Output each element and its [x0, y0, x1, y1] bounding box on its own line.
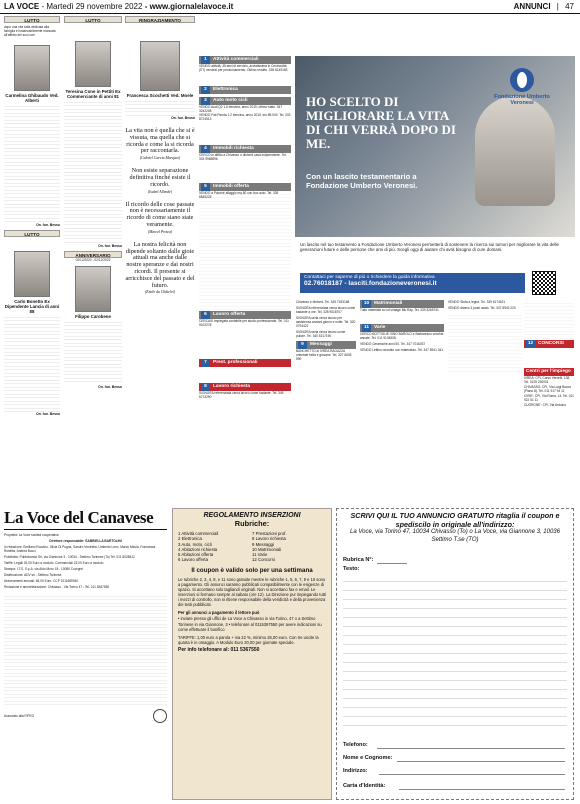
section-header: 8 Lavoro richiesta — [199, 383, 291, 391]
section-header: 9 Messaggi — [296, 341, 356, 349]
classified-item: CERCASI impiegata contabile per studio professionale. Tel. 011 9102278 — [199, 319, 289, 327]
portrait-photo — [75, 41, 111, 87]
obituary-text-block — [64, 319, 122, 385]
classified-item: VENDO a Pavone alloggio mq 80 con box auto. Tel. 339 6845225 — [199, 191, 291, 311]
obituary-name: Carmelina Ghibaudo Ved. Alberti — [5, 93, 59, 103]
masthead-line: Tariffe: Legali 25,00 Euro a modulo. Commerciali 23,00 Euro a modulo — [4, 561, 104, 565]
carta-label: Carta d'Identità: — [343, 783, 386, 789]
classified-item: SIGNORA referenziata cerca lavoro come badante. Tel. 345 6713290 — [199, 391, 284, 399]
obituary-head: RINGRAZIAMENTO — [125, 16, 195, 23]
obituary-head: LUTTO — [64, 16, 122, 23]
rules-paragraph: TARIFFE: 1,00 euro a parola + iva 22 %, minimo 25,00 euro. Con tre uscite la quarta è in omaggio. A Modulo Euro 20,00 per giornate speciale. — [178, 634, 319, 645]
classified-item: SIGNORA referenziata cerca lavoro come badante a ore. Tel. 328 9518707 — [296, 306, 356, 314]
section-header: 7 Prest. professionali — [199, 359, 291, 367]
coupon-address: La Voce, via Torino 47, 10034 Chivasso (To) o La Voce, via Giannone 3, 10036 Settimo T.se (TO) — [350, 529, 560, 543]
masthead-line: Direttore responsabile: GABRIELLA BARTOLINI — [49, 539, 122, 543]
carta-field[interactable] — [399, 789, 565, 790]
section-header: 11 Varie — [360, 324, 444, 332]
masthead-line: Distribuzione: ADV srl - Settimo Torinese — [4, 573, 62, 577]
classified-item: Tutto materiale su cd vintage Blu Ray. Tel. 339 3265741 — [360, 308, 439, 312]
section-header: 10 Matrimoniali — [360, 300, 444, 308]
section-header: 3 Auto moto cicli — [199, 97, 291, 105]
job-center: CIRIE': CPI, Via Roma, 14. Tel. 011 922 51 11 — [524, 394, 574, 402]
funeral-home-sign: On. fun. Besso — [98, 385, 122, 389]
issue-date: Martedì 29 novembre 2022 — [46, 2, 143, 11]
logo-text: Fondazione Umberto Veronesi — [494, 94, 550, 107]
coupon-form[interactable] — [336, 508, 574, 800]
masthead-fine-print — [4, 593, 167, 705]
rubrica-label: Rubrica N°: — [343, 557, 374, 563]
page-number: 47 — [565, 2, 574, 11]
indirizzo-label: Indirizzo: — [343, 768, 368, 774]
quote-text: Non esiste separazione definitiva finché esiste il ricordo. — [129, 167, 191, 188]
masthead-line: Abbonamenti annuali: 65,00 Euro. CCP 1011689940 — [4, 579, 79, 583]
obituary-name: Teresina Cone in Pettiti Ex Commerciante di anni 81 — [65, 89, 121, 99]
funeral-home-sign: On. fun. Besso — [36, 412, 60, 416]
qr-code-icon[interactable] — [532, 271, 556, 295]
section-header: 12 CONCORSI — [524, 340, 574, 348]
classifieds-mid — [296, 300, 356, 361]
job-center: IVREA: CPI, Corso Vercelli, 138. Tel. 0125 230001 — [524, 376, 571, 384]
header-left: LA VOCE - Martedì 29 novembre 2022 - www.giornalelavoce.it — [4, 2, 234, 11]
ad-phone[interactable]: 02.76018187 - lasciti.fondazioneveronesi.it — [304, 280, 437, 287]
obituary-name: Filippo Carobene — [75, 314, 111, 319]
obituary-head: LUTTO — [4, 16, 60, 23]
centri-impiego-column — [524, 300, 574, 407]
section-header: 6 Lavoro offerta — [199, 311, 291, 319]
classifieds-right — [360, 300, 444, 352]
rules-paragraph: • inviare presso gli uffici de La Voce a Chivasso in via Torino, 47 o a Settimo Torinese in via Giannone, 3 • telefonare al 0115367550 per avere indicazioni su come effettuare il bonifico — [178, 616, 322, 632]
ad-contact-box[interactable] — [300, 273, 525, 293]
rubrica-field[interactable] — [377, 563, 407, 564]
section-header: 1 Attività commerciali — [199, 56, 291, 64]
nome-field[interactable] — [397, 761, 565, 762]
funeral-home-sign: On. fun. Besso — [98, 244, 122, 248]
anniversary-head: ANNIVERSARIO — [64, 251, 122, 258]
section-header: 4 Immobili richiesta — [199, 145, 291, 153]
rules-phone: Per info telefonare al: 011 5367550 — [178, 646, 260, 653]
quote-author: (Isabel Allende) — [147, 189, 173, 194]
rules-title: REGOLAMENTO INSERZIONI — [203, 512, 301, 519]
quotes-list — [125, 128, 195, 294]
masthead-line: Redazione e amministrazione: Chivasso - Via Torino 47 - Tel. 011 5367550 — [4, 585, 110, 589]
masthead-footer: Associato alla FIPEG — [4, 714, 35, 718]
portrait-photo — [14, 45, 50, 91]
quote-author: (Gabriel Garcia Marquez) — [139, 156, 181, 161]
classified-item: VENDO Ceramiche anni 50. Tel. 347 7016037 — [360, 342, 426, 346]
section-header: 5 Immobili offerta — [199, 183, 291, 191]
quote-text: La nostra felicità non dipende soltanto dalle gioie attuali ma anche dalle nostre speranze e dai nostri ricordi. Il presente si arricchisce del passato e del futuro. — [125, 240, 195, 289]
masthead-line: In redazione: Emiliano Rozzino, Silvia Di Pugna, Sandro Ventrella, Umberto Levo, Marco Meula, Francesca Rosetta, Andrea Bucci — [4, 545, 156, 553]
coupon-validity: Il coupon è valido solo per una settimana — [191, 566, 313, 574]
ad-body: Un lascito nel tuo testamento a Fondazione Umberto Veronesi permetterà di sostenere la ricerca sui tumori per migliorare la vita delle generazioni future e delle persone che ami di più. Scegli oggi di aiutare chi avrà bisogno di cure domani. — [300, 242, 559, 253]
classified-item: VENDO attività, 45 anni di servizio, avviatissima in Centrocittà (ST) vendesi per pensionamento. Ottimo reddito. 335 8149183 — [199, 64, 288, 72]
classified-item: CERCO BOTTIGLIE VINO BAROLO e Barbaresco vecchie annate. Tel. 011 9134508 — [360, 332, 444, 340]
portrait-photo — [140, 41, 180, 91]
obituary-intro: dopo una vita tutta dedicata alla famiglia e instancabilmente mancata all'affetto dei suoi cari — [4, 25, 56, 37]
newspaper-url[interactable]: www.giornalelavoce.it — [149, 2, 234, 11]
quote-text: Il ricordo delle cose passate non è necessariamente il ricordo di come siano state veramente. — [125, 200, 195, 228]
funeral-home-sign: On. fun. Besso — [36, 223, 60, 227]
newspaper-name: LA VOCE — [4, 2, 40, 11]
ad-headline: HO SCELTO DI MIGLIORARE LA VITA DI CHI VERRÀ DOPO DI ME. — [306, 94, 456, 151]
classified-item: SIGNORA seria cerca lavoro per assistenza anziani giorno e notte. Tel. 320 0794422 — [296, 316, 356, 328]
obituary-column-2 — [64, 16, 122, 389]
portrait-photo — [75, 266, 111, 312]
classifieds-column — [199, 56, 291, 429]
obituary-column-1 — [4, 16, 60, 416]
testo-label: Testo: — [343, 566, 360, 572]
obituary-text-block — [64, 99, 122, 244]
funeral-home-sign: On. fun. Besso — [171, 116, 195, 120]
classified-item: Chivasso e dintorni. Tel. 349 7183168 — [296, 300, 350, 304]
ad-subheadline: Con un lascito testamentario a Fondazione Umberto Veronesi. — [306, 172, 418, 190]
obituary-name: Francesca Scochetti Ved. Moele — [126, 93, 194, 98]
masthead-line: Proprietà: La Voce società cooperativa — [4, 533, 59, 537]
obituary-text-block — [4, 314, 60, 412]
classified-item: SIGNORA seria cerca lavoro come pulizie. Tel. 340 5217190 — [296, 330, 346, 338]
telefono-field[interactable] — [377, 748, 565, 749]
rubriche-list: 1 Attività commerciali 2 Elettronica 3 Auto, moto, cicli 4 Abitazioni richiesta 5 Abitazioni offerta 6 Lavoro offerta 7 Prestazioni prof. 8 Lavoro richiesta 9 Messaggi 10 Matrimoniali 11 Varie 12 Concorsi — [178, 531, 287, 563]
section-header: 2 Elettronica — [199, 86, 291, 94]
rubriche-title: Rubriche: — [234, 519, 270, 528]
obituary-head: LUTTO — [4, 230, 60, 237]
obituary-column-3 — [125, 16, 195, 294]
page-header — [0, 0, 580, 14]
rules-paragraph: Le rubriche 2, 3, 4, 8, e 11 sono gratuite mentre le rubriche 1, 5, 6, 7, 9 e 10 sono a pagamento. Gli annunci saranno pubblicati compatibilmente con le esigenze di spazio. Si accettano solo tagliandi originali. Non si accettano fax e email. Le inserzioni si fermano sempre al sabato (ore 12). La Direzione pur impiegando tutti i mezzi di controllo, non si ritiene responsabile della veridicità e della provenienza dei testi pubblicati. — [178, 576, 326, 608]
job-center: CHIVASSO: CPI, Via Luigi Bocco (Piano 8). Tel. 011 917 94 11 — [524, 385, 572, 393]
masthead-box — [4, 508, 167, 800]
anniversary-dates: 02/12/2020 - 02/12/2022 — [75, 258, 111, 262]
portrait-photo — [14, 251, 50, 297]
classified-item: VENDO divano 3 posti usato. Tel. 347 8943 220 — [448, 306, 516, 310]
quote-author: (Emile du Châtelet) — [145, 290, 175, 295]
quote-text: La vita non è quella che si è vissuta, ma quella che si ricorda e come la si ricorda per raccontarla. — [125, 127, 195, 155]
masthead-line: Stampa: I.T.S. S.p.A. via Aldo Moro 18 - 10080 Cuorgnè — [4, 567, 84, 571]
job-center: CUORGNE': CPI, Via Arduino — [524, 403, 567, 407]
nome-label: Nome e Cognome: — [343, 755, 393, 761]
masthead-title: La Voce del Canavese — [4, 508, 154, 527]
ad-contact-line: Contattaci per saperne di più o richiedere la guida informativa — [304, 275, 435, 280]
indirizzo-field[interactable] — [379, 774, 565, 775]
section-header: Centri per l'impiego — [524, 368, 574, 376]
classified-item: VENDO Audi Q2 1.6 benzina, anno 2019, ottimo stato. 347 3242208 VENDO Fiat Panda 1.2 benzina, anno 2015, km 89.000. Tel. 333 8724513 — [199, 105, 291, 121]
logo-mark-icon — [510, 68, 534, 92]
section-name: ANNUNCI — [513, 2, 551, 11]
telefono-label: Telefono: — [343, 742, 368, 748]
fipeg-logo-icon — [153, 709, 167, 723]
obituary-text-block — [4, 103, 60, 223]
quote-author: (Marcel Proust) — [147, 229, 173, 234]
classified-item: VENDO Stufa a legna. Tel. 339 6174521 — [448, 300, 506, 304]
fondazione-logo — [488, 68, 556, 107]
coupon-title: SCRIVI QUI IL TUO ANNUNCIO GRATUITO ritaglia il coupon e spediscilo in originale all'indirizzo: — [350, 511, 560, 529]
testo-field[interactable] — [343, 573, 567, 733]
classified-item: BANCHETTO di IVREA RAGAZZA orientale bella e giovane. Tel. 327 6635 590 — [296, 349, 352, 361]
classified-item: CERCO in affitto a Chivasso o dintorni casa indipendente. Tel. 333 9965896 — [199, 153, 287, 161]
obituary-name: Carlo Bonetto Ex Dipendente Lancia di anni 88 — [4, 299, 60, 314]
classified-item: VENDO Lettino neonato con materasso. Tel. 347 5941 341 — [360, 348, 444, 352]
header-right: ANNUNCI | 47 — [513, 2, 574, 11]
rules-box — [172, 508, 332, 800]
rules-paragraph-title: Per gli annunci a pagamento il lettore può — [178, 610, 260, 616]
classifieds-right-2 — [448, 300, 522, 372]
masthead-line: Pubblicità: Pubblicando Srl, via Giannone 3 - 10034 - Settimo Torinese (To) Tel. 011 8028812 — [4, 555, 135, 559]
